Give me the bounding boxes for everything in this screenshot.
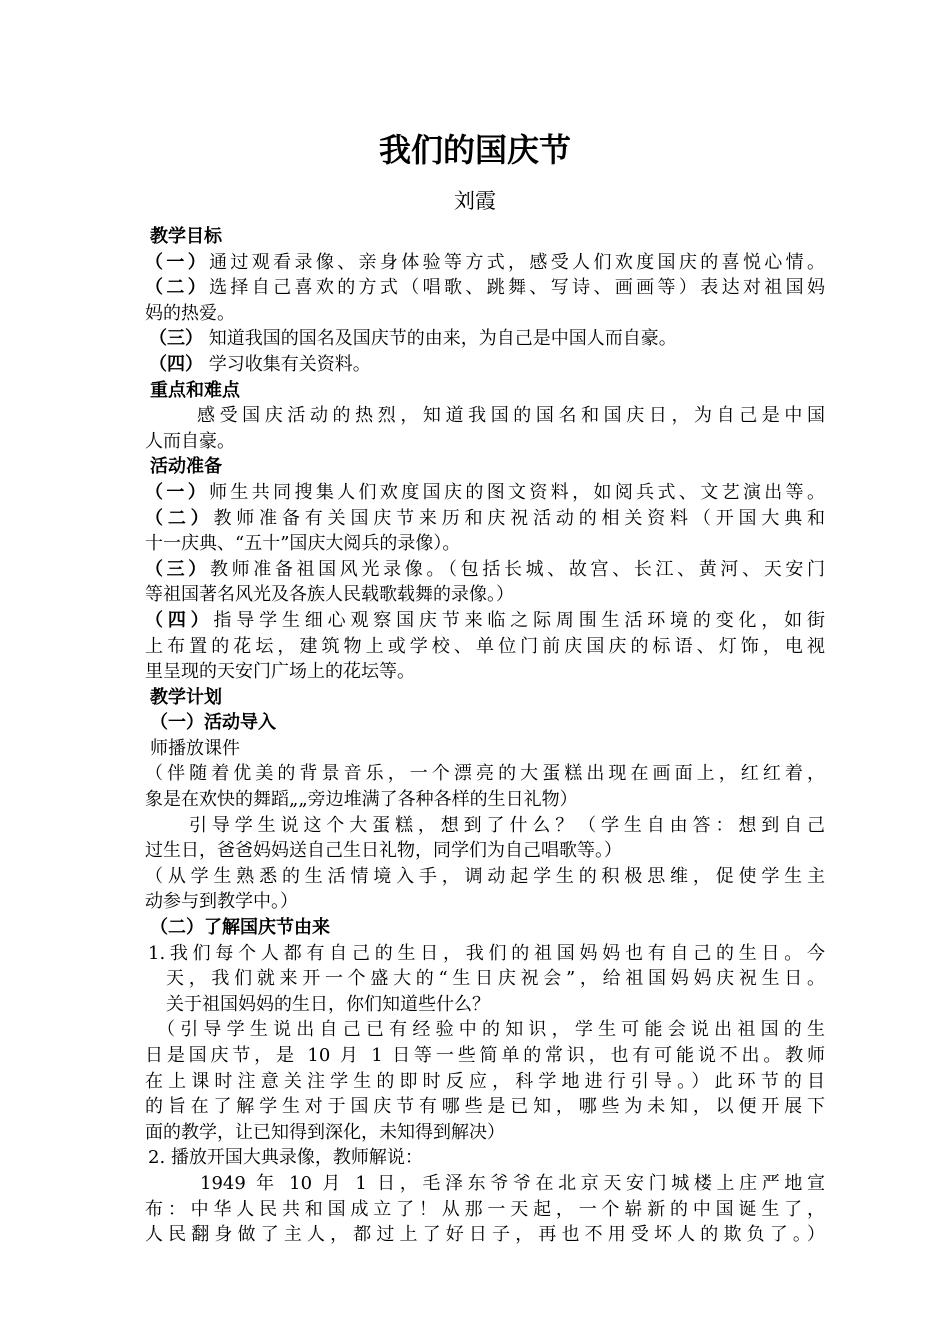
list-marker: （三） [145, 558, 210, 580]
line-text: 师生共同搜集人们欢度国庆的图文资料，如阅兵式、文艺演出等。 [209, 481, 826, 503]
line-text: 教师准备祖国风光录像。（包括长城、故宫、长江、黄河、天安门 [209, 558, 825, 580]
line-text: 教师准备有关国庆节来历和庆祝活动的相关资料（开国大典和 [213, 507, 825, 529]
text-line [145, 275, 825, 301]
text-line [145, 813, 825, 839]
line-text: 学习收集有关资料。 [203, 353, 371, 375]
line-text: 面的教学，让已知得到深化，未知得到解决） [145, 1121, 505, 1143]
text-line [145, 659, 825, 685]
line-text: 妈的热爱。 [145, 302, 235, 324]
text-line [145, 1145, 825, 1171]
list-marker: （二） [145, 277, 210, 299]
text-line [145, 966, 825, 992]
section-heading [145, 710, 825, 736]
line-text: 引导学生说这个大蛋糕，想到了什么？（学生自由答：想到自己 [189, 814, 825, 836]
text-line [145, 787, 825, 813]
line-text: 日是国庆节，是 10 月 1 日等一些简单的常识，也有可能说不出。教师 [145, 1045, 825, 1066]
line-text: （一）活动导入 [150, 712, 276, 734]
text-line [145, 941, 825, 967]
line-text: 过生日，爸爸妈妈送自己生日礼物，同学们为自己唱歌等。） [145, 840, 622, 862]
line-text: 等祖国著名风光及各族人民载歌载舞的录像。） [145, 584, 514, 606]
line-text: （二）了解国庆节由来 [150, 917, 330, 939]
line-text: 教学目标 [150, 226, 222, 247]
line-text: 里呈现的天安门广场上的花坛等。 [145, 661, 415, 683]
text-line [145, 480, 825, 506]
text-line [145, 403, 825, 429]
text-line [145, 634, 825, 660]
line-text: 感受国庆活动的热烈，知道我国的国名和国庆日，为自己是中国 [197, 405, 825, 427]
section-heading [145, 378, 825, 404]
line-text: 人民翻身做了主人，都过上了好日子，再也不用受坏人的欺负了。） [145, 1224, 825, 1246]
list-marker: （二） [145, 507, 214, 529]
list-marker: （一） [145, 251, 210, 273]
line-text: 活动准备 [150, 456, 222, 478]
line-text: 关于祖国妈妈的生日，你们知道些什么？ [166, 993, 490, 1015]
line-text: 教学计划 [150, 686, 222, 708]
line-text: 师播放课件 [150, 737, 240, 759]
line-text: 象是在欢快的舞蹈„„旁边堆满了各种各样的生日礼物） [145, 789, 578, 811]
text-line [145, 352, 825, 378]
line-text: 1.我们每个人都有自己的生日，我们的祖国妈妈也有自己的生日。今 [148, 942, 825, 964]
line-text: 重点和难点 [150, 379, 240, 401]
line-text: （引导学生说出自己已有经验中的知识，学生可能会说出祖国的生 [157, 1019, 825, 1041]
section-heading [145, 685, 825, 711]
line-text: 上布置的花坛，建筑物上或学校、单位门前庆国庆的标语、灯饰，电视 [145, 635, 825, 657]
text-line [145, 1171, 825, 1197]
author-name: 刘霞 [454, 189, 496, 213]
section-heading [145, 454, 825, 480]
section-heading [145, 915, 825, 941]
text-line [145, 531, 825, 557]
text-line [145, 506, 825, 532]
text-line [145, 838, 825, 864]
text-line [145, 250, 825, 276]
line-text: （伴随着优美的背景音乐，一个漂亮的大蛋糕出现在画面上，红红着， [145, 763, 825, 785]
text-line [145, 608, 825, 634]
text-line [145, 1069, 825, 1095]
line-text: 在上课时注意关注学生的即时反应，科学地进行引导。）此环节的目 [145, 1070, 825, 1092]
text-line [145, 1043, 825, 1069]
text-line [145, 557, 825, 583]
text-line [145, 582, 825, 608]
text-line [145, 889, 825, 915]
line-text: 布：中华人民共和国成立了！从那一天起，一个崭新的中国诞生了， [145, 1198, 825, 1220]
line-text: 指导学生细心观察国庆节来临之际周围生活环境的变化，如街 [213, 609, 825, 631]
section-heading [145, 224, 825, 250]
line-text: 天，我们就来开一个盛大的“生日庆祝会”，给祖国妈妈庆祝生日。 [166, 968, 825, 990]
text-line [145, 1017, 825, 1043]
document-title: 我们的国庆节 [378, 131, 571, 169]
text-line [145, 992, 825, 1018]
text-line [145, 761, 825, 787]
line-text: 选择自己喜欢的方式（唱歌、跳舞、写诗、画画等）表达对祖国妈 [209, 277, 826, 299]
list-marker: （四） [145, 609, 214, 631]
text-line [145, 1197, 825, 1223]
text-line [145, 1094, 825, 1120]
line-text: （从学生熟悉的生活情境入手，调动起学生的积极思维，促使学生主 [145, 865, 825, 887]
line-text: 2. 播放开国大典录像，教师解说： [148, 1147, 423, 1169]
line-text: 通过观看录像、亲身体验等方式，感受人们欢度国庆的喜悦心情。 [209, 251, 826, 273]
list-marker: （四） [149, 353, 203, 375]
text-line [145, 301, 825, 327]
document-body [145, 224, 825, 1248]
text-line [145, 326, 825, 352]
line-text: 动参与到教学中。） [145, 891, 298, 913]
list-marker: （一） [145, 481, 210, 503]
text-line [145, 1222, 825, 1248]
list-marker: （三） [149, 328, 203, 350]
text-line [145, 864, 825, 890]
line-text: 十一庆典、“五十”国庆大阅兵的录像）。 [145, 533, 461, 555]
line-text: 1949 年 10 月 1 日，毛泽东爷爷在北京天安门城楼上庄严地宣 [200, 1172, 825, 1194]
text-line [145, 1120, 825, 1146]
line-text: 人而自豪。 [145, 430, 235, 452]
line-text: 的旨在了解学生对于国庆节有哪些是已知，哪些为未知，以便开展下 [145, 1096, 825, 1118]
text-line [145, 429, 825, 455]
line-text: 知道我国的国名及国庆节的由来，为自己是中国人而自豪。 [203, 328, 677, 350]
text-line [145, 736, 825, 762]
